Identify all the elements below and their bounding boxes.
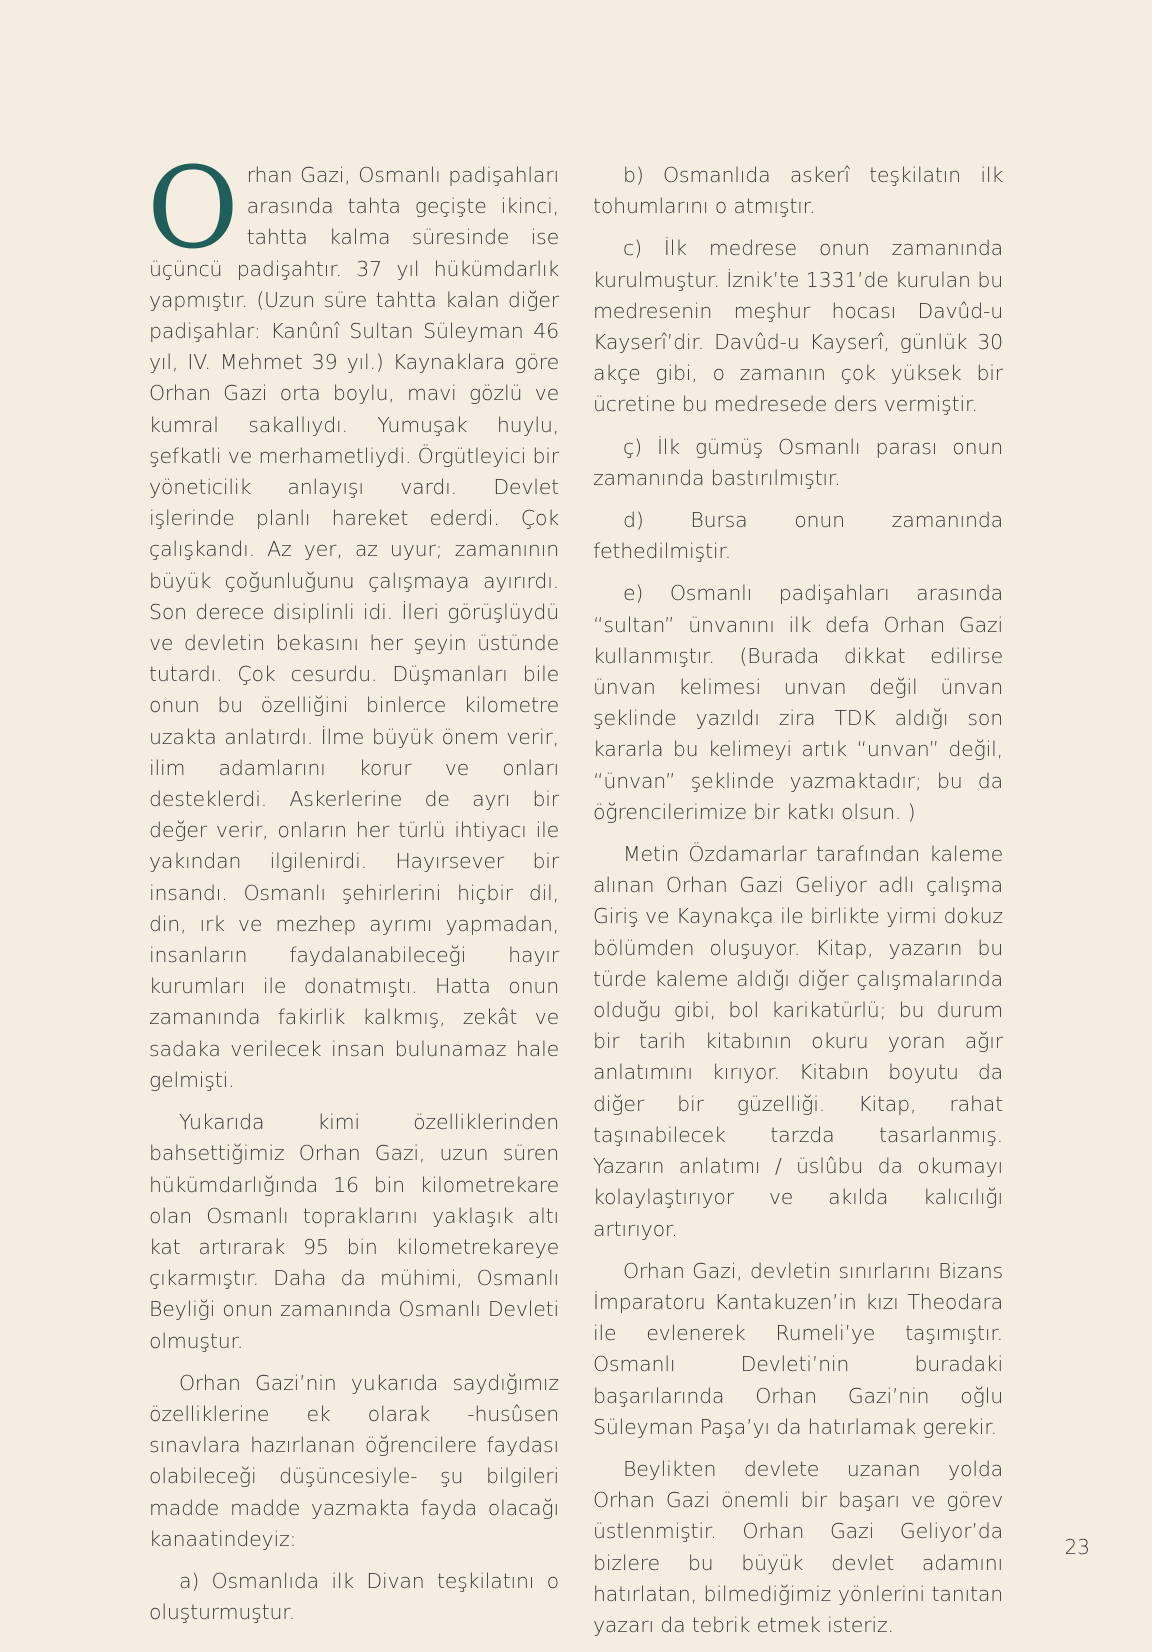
right-column	[593, 160, 1003, 1652]
paragraph: Metin Özdamarlar tarafından kaleme alınan Orhan Gazi Geliyor adlı çalışma Giriş ve Kaynakça ile birlikte yirmi dokuz bölümden oluşuyor. Kitap, yazarın bu türde kaleme aldığı diğer çalışmalarında olduğu gibi, bol karikatürlü; bu durum bir tarih kitabının okuru yoran ağır anlatımını kırıyor. Kitabın boyutu da diğer bir güzelliği. Kitap, rahat taşınabilecek tarzda tasarlanmış. Yazarın anlatımı / üslûbu da okumayı kolaylaştırıyor ve akılda kalıcılığı artırıyor.	[593, 842, 1003, 1241]
closing-paragraph: Beylikten devlete uzanan yolda Orhan Gazi önemli bir başarı ve görev üstlenmiştir. Orhan Gazi Geliyor’da bizlere bu büyük devlet adamını hatırlatan, bilmediğimiz yönlerini tanıtan yazarı da tebrik etmek isteriz.	[593, 1456, 1003, 1637]
list-item-d: d) Bursa onun zamanında fethedilmiştir.	[593, 508, 1003, 564]
list-item-b: b) Osmanlıda askerî teşkilatın ilk tohumlarını o atmıştır.	[593, 163, 1003, 219]
left-column	[147, 144, 559, 1639]
opening-paragraph-text: rhan Gazi, Osmanlı padişahları arasında tahta geçişte ikinci, tahtta kalma süresinde ise üçüncü padişahtır. 37 yıl hükümdarlık yapmıştır. (Uzun süre tahtta kalan diğer padişahlar: Kanûnî Sultan Süleyman 46 yıl, IV. Mehmet 39 yıl.) Kaynaklara göre Orhan Gazi orta boylu, mavi gözlü ve kumral sakallıydı. Yumuşak huylu, şefkatli ve merhametliydi. Örgütleyici bir yöneticilik anlayışı vardı. Devlet işlerinde planlı hareket ederdi. Çok çalışkandı. Az yer, az uyur; zamanının büyük çoğunluğunu çalışmaya ayırırdı. Son derece disiplinli idi. İleri görüşlüydü ve devletin bekasını her şeyin üstünde tutardı. Çok cesurdu. Düşmanları bile onun bu özelliğini binlerce kilometre uzakta anlatırdı. İlme büyük önem verir, ilim adamlarını korur ve onları desteklerdi. Askerlerine de ayrı bir değer verir, onların her türlü ihtiyacı ile yakından ilgilenirdi. Hayırsever bir insandı. Osmanlı şehirlerini hiçbir dil, din, ırk ve mezhep ayrımı yapmadan, insanların faydalanabileceği hayır kurumları ile donatmıştı. Hatta onun zamanında fakirlik kalkmış, zekât ve sadaka verilecek insan bulunamaz hale gelmişti.	[149, 163, 559, 1092]
paragraph: Orhan Gazi, devletin sınırlarını Bizans İmparatoru Kantakuzen’in kızı Theodara ile evlenerek Rumeli’ye taşımıştır. Osmanlı Devleti’nin buradaki başarılarında Orhan Gazi’nin oğlu Süleyman Paşa’yı da hatırlamak gerekir.	[593, 1258, 1003, 1439]
list-item-a: a) Osmanlıda ilk Divan teşkilatını o oluşturmuştur.	[149, 1568, 559, 1625]
page-number: 23	[1064, 1535, 1090, 1559]
opening-paragraph	[147, 144, 559, 1096]
list-item-c-cedilla: ç) İlk gümüş Osmanlı parası onun zamanında bastırılmıştır.	[593, 434, 1003, 490]
list-item-e: e) Osmanlı padişahları arasında “sultan” ünvanını ilk defa Orhan Gazi kullanmıştır. (Burada dikkat edilirse ünvan kelimesi unvan değil ünvan şeklinde yazıldı zira TDK aldığı son kararla bu kelimeyi artık “unvan” değil, “ünvan” şeklinde yazmaktadır; bu da öğrencilerimize bir katkı olsun. )	[593, 581, 1003, 824]
paragraph: Yukarıda kimi özelliklerinden bahsettiğimiz Orhan Gazi, uzun süren hükümdarlığında 16 bin kilometrekare olan Osmanlı topraklarını yaklaşık altı kat artırarak 95 bin kilometrekareye çıkarmıştır. Daha da mühimi, Osmanlı Beyliği onun zamanında Osmanlı Devleti olmuştur.	[149, 1110, 559, 1353]
list-item-c: c) İlk medrese onun zamanında kurulmuştur. İznik’te 1331’de kurulan bu medresenin meşhur hocası Davûd-u Kayserî’dir. Davûd-u Kayserî, günlük 30 akçe gibi, o zamanın çok yüksek bir ücretine bu medresede ders vermiştir.	[593, 236, 1003, 417]
paragraph: Orhan Gazi’nin yukarıda saydığımız özelliklerine ek olarak -husûsen sınavlara hazırlanan öğrencilere faydası olabileceği düşüncesiyle- şu bilgileri madde madde yazmakta fayda olacağı kanaatindeyiz:	[149, 1370, 559, 1551]
drop-cap: O	[147, 144, 239, 274]
